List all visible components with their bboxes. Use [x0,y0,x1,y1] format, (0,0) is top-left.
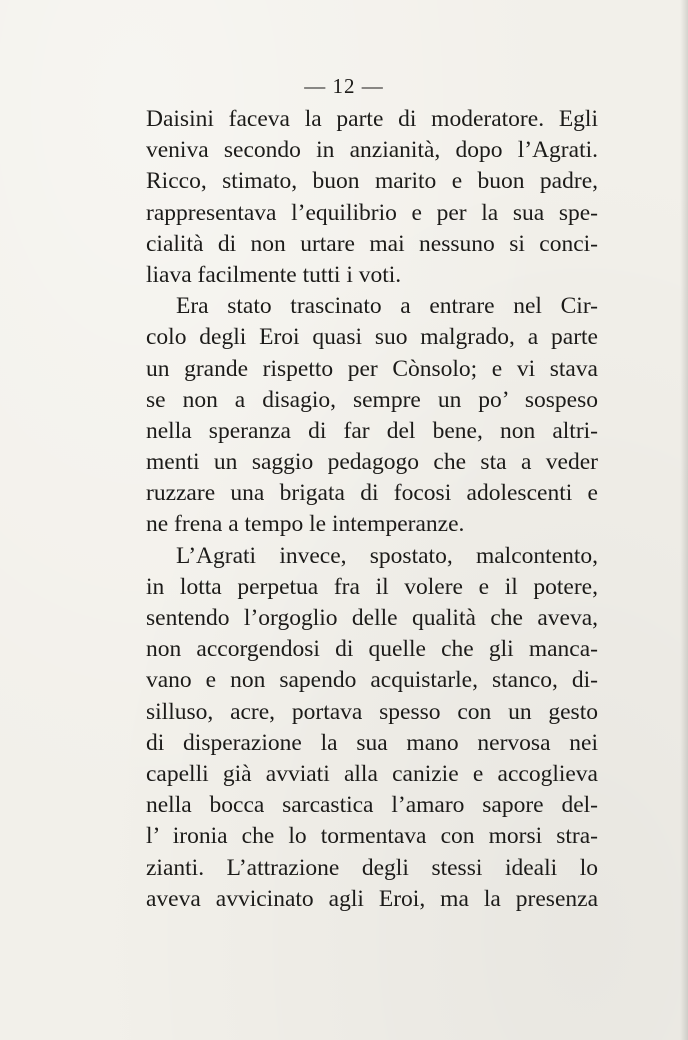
page-edge-shadow [680,0,688,1040]
text-line: capelli già avviati alla canizie e accoglieva [146,760,598,787]
text-line: veniva secondo in anzianità, dopo l’Agrati. [146,137,598,164]
text-line: rappresentava l’equilibrio e per la sua spe- [146,199,598,226]
text-line: cialità di non urtare mai nessuno si conci- [146,230,598,257]
text-line: l’ ironia che lo tormentava con morsi stra- [146,823,598,850]
text-line: aveva avvicinato agli Eroi, ma la presenza [146,885,598,912]
text-line: zianti. L’attrazione degli stessi ideali lo [146,854,598,881]
text-line: colo degli Eroi quasi suo malgrado, a parte [146,324,598,351]
text-line: L’Agrati invece, spostato, malcontento, [176,542,598,569]
text-line: un grande rispetto per Cònsolo; e vi stava [146,355,598,382]
text-line: Daisini faceva la parte di moderatore. Egli [146,106,598,132]
text-line: vano e non sapendo acquistarle, stanco, di- [146,667,598,694]
text-line: ruzzare una brigata di focosi adolescenti e [146,480,598,507]
text-line: in lotta perpetua fra il volere e il potere, [146,573,598,600]
text-line: liava facilmente tutti i voti. [146,261,402,288]
text-line: sentendo l’orgoglio delle qualità che aveva, [146,605,598,631]
text-line: nella bocca sarcastica l’amaro sapore del- [146,792,598,819]
text-line: ne frena a tempo le intemperanze. [146,511,465,538]
page-number: — 12 — [304,74,384,98]
body-text [146,104,598,915]
text-line: non accorgendosi di quelle che gli manca- [146,636,598,663]
text-line: Era stato trascinato a entrare nel Cir- [176,293,598,320]
text-line: nella speranza di far del bene, non altri- [146,417,598,444]
text-line: Ricco, stimato, buon marito e buon padre, [146,168,598,195]
text-line: di disperazione la sua mano nervosa nei [146,729,598,756]
text-line: silluso, acre, portava spesso con un gesto [146,698,598,725]
text-line: se non a disagio, sempre un po’ sospeso [146,386,598,413]
text-line: menti un saggio pedagogo che sta a veder [146,449,598,476]
